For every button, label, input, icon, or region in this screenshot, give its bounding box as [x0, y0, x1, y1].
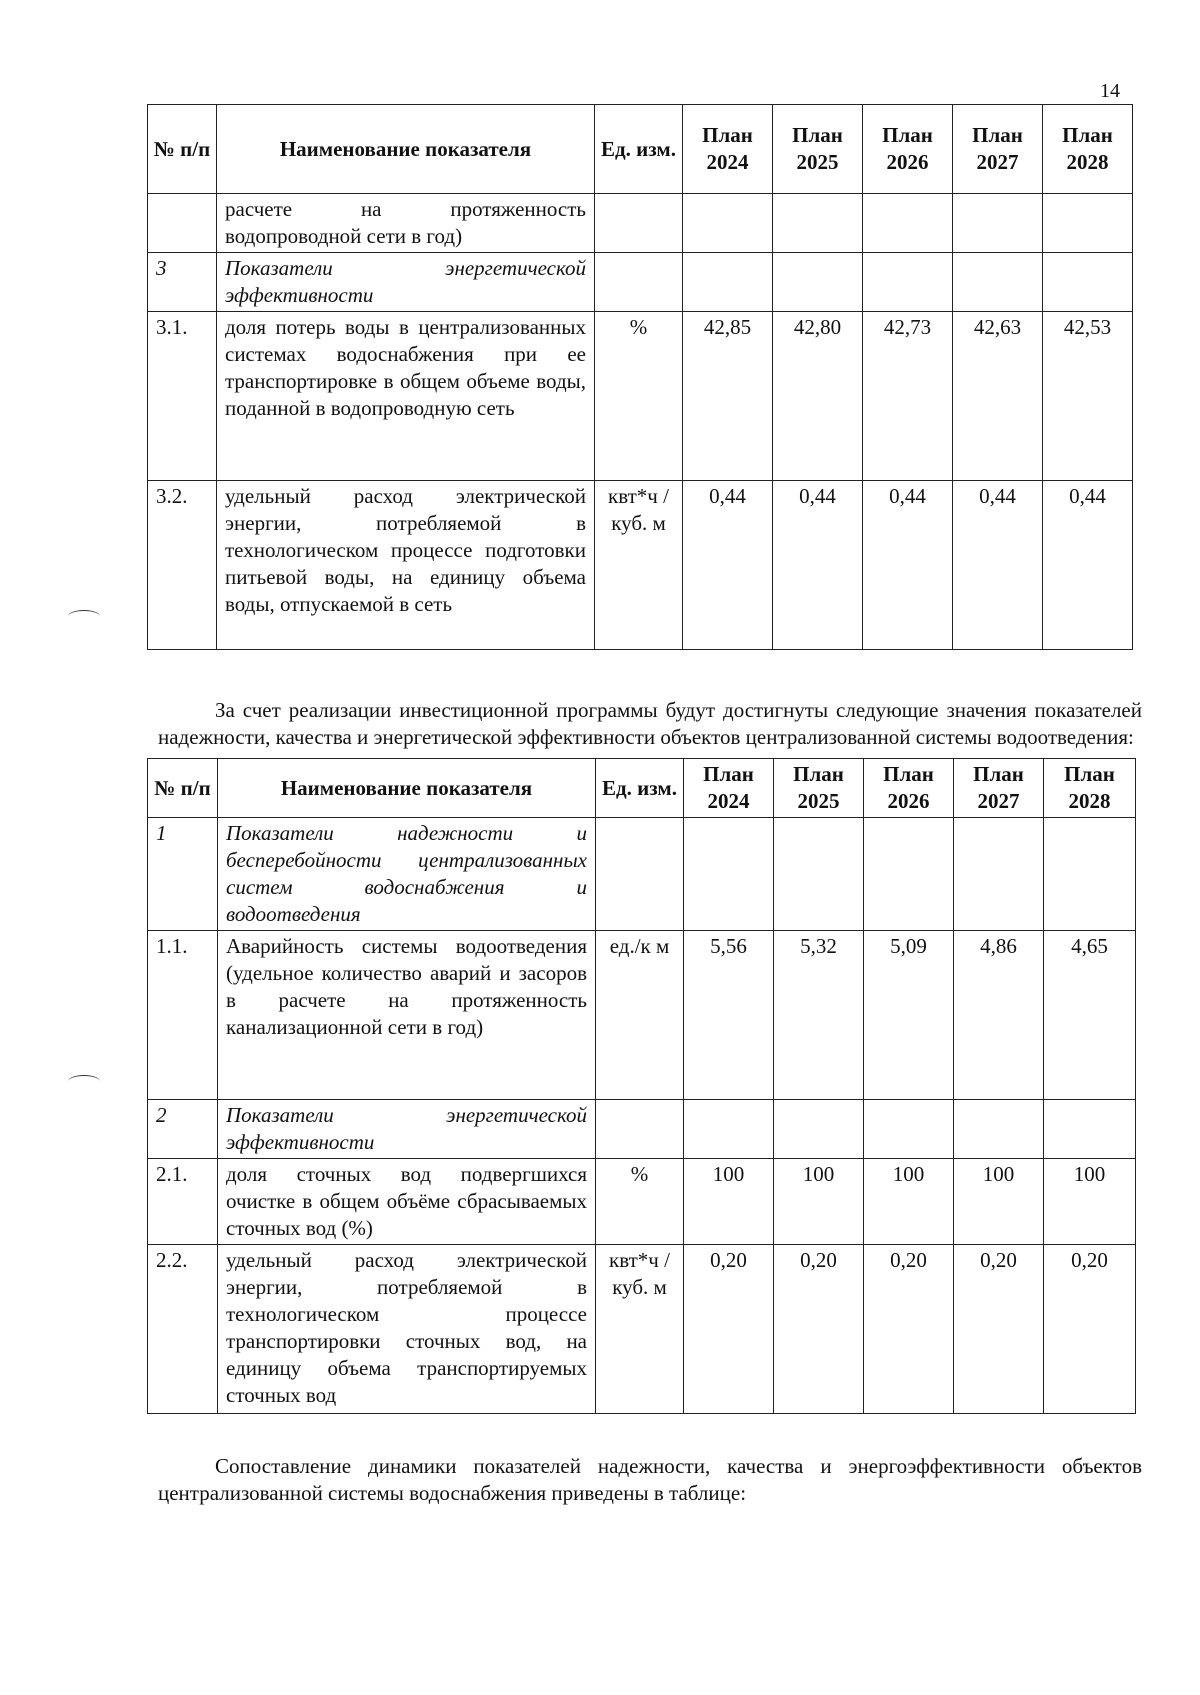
row-unit [595, 253, 683, 312]
paragraph-comparison: Сопоставление динамики показателей надежности, качества и энергоэффективности объектов централизованной системы водоснабжения приведены в таблице: [158, 1454, 1142, 1505]
header-plan-2026: План 2026 [864, 759, 954, 818]
row-value [773, 194, 863, 253]
row-value [683, 194, 773, 253]
row-value: 100 [954, 1159, 1044, 1245]
row-value [774, 1100, 864, 1159]
header-num: № п/п [148, 105, 217, 194]
row-name: доля сточных вод подвергшихся очистке в общем объёме сбрасываемых сточных вод (%) [218, 1159, 596, 1245]
row-value [954, 818, 1044, 931]
wastewater-indicators-table [147, 758, 1136, 1414]
header-plan-2024: План 2024 [683, 105, 773, 194]
row-value: 5,56 [684, 931, 774, 1100]
row-value: 42,63 [953, 312, 1043, 481]
row-value: 100 [864, 1159, 954, 1245]
table-row [148, 1245, 1136, 1414]
table-row [148, 1159, 1136, 1245]
header-num: № п/п [148, 759, 218, 818]
row-unit [596, 818, 684, 931]
header-plan-2024: План 2024 [684, 759, 774, 818]
table-row [148, 253, 1133, 312]
row-value: 4,65 [1044, 931, 1136, 1100]
table-row [148, 312, 1133, 481]
row-num: 2.1. [148, 1159, 218, 1245]
row-value [683, 253, 773, 312]
table-row [148, 818, 1136, 931]
table-row [148, 194, 1133, 253]
row-value: 42,85 [683, 312, 773, 481]
header-plan-2028: План 2028 [1043, 105, 1133, 194]
header-plan-2027: План 2027 [953, 105, 1043, 194]
header-unit: Ед. изм. [596, 759, 684, 818]
row-value [864, 818, 954, 931]
row-value: 0,44 [773, 481, 863, 650]
row-value [1043, 194, 1133, 253]
row-value [684, 1100, 774, 1159]
row-num [148, 194, 217, 253]
row-value: 0,44 [953, 481, 1043, 650]
row-value: 5,32 [774, 931, 864, 1100]
header-name: Наименование показателя [218, 759, 596, 818]
table-header-row [148, 105, 1133, 194]
row-name: удельный расход электрической энергии, потребляемой в технологическом процессе транспортировки сточных вод, на единицу объема транспортируемых сточных вод [218, 1245, 596, 1414]
row-value [863, 253, 953, 312]
header-unit: Ед. изм. [595, 105, 683, 194]
row-value [864, 1100, 954, 1159]
header-plan-2027: План 2027 [954, 759, 1044, 818]
row-value: 0,44 [683, 481, 773, 650]
row-value [1043, 253, 1133, 312]
row-unit: % [596, 1159, 684, 1245]
row-unit: квт*ч /куб. м [595, 481, 683, 650]
row-unit [595, 194, 683, 253]
table-row [148, 481, 1133, 650]
row-value: 5,09 [864, 931, 954, 1100]
row-unit [596, 1100, 684, 1159]
row-value: 0,20 [774, 1245, 864, 1414]
row-value [863, 194, 953, 253]
table-row [148, 1100, 1136, 1159]
row-value: 0,44 [863, 481, 953, 650]
row-value: 42,80 [773, 312, 863, 481]
row-value: 100 [774, 1159, 864, 1245]
margin-mark [68, 610, 100, 623]
row-value: 0,20 [1044, 1245, 1136, 1414]
row-num: 2 [148, 1100, 218, 1159]
row-name: доля потерь воды в централизованных системах водоснабжения при ее транспортировке в общем объеме воды, поданной в водопроводную сеть [217, 312, 595, 481]
row-value: 0,20 [684, 1245, 774, 1414]
row-value [954, 1100, 1044, 1159]
row-name: расчете на протяженность водопроводной сети в год) [217, 194, 595, 253]
header-plan-2025: План 2025 [774, 759, 864, 818]
row-num: 3.2. [148, 481, 217, 650]
row-value [1044, 1100, 1136, 1159]
row-num: 3.1. [148, 312, 217, 481]
row-value: 0,20 [864, 1245, 954, 1414]
row-unit: ед./к м [596, 931, 684, 1100]
water-supply-indicators-table [147, 104, 1133, 650]
row-name: Показатели надежности и бесперебойности централизованных систем водоснабжения и водоотведения [218, 818, 596, 931]
row-num: 1.1. [148, 931, 218, 1100]
row-value: 42,73 [863, 312, 953, 481]
header-plan-2025: План 2025 [773, 105, 863, 194]
row-value [953, 194, 1043, 253]
paragraph-intro: За счет реализации инвестиционной программы будут достигнуты следующие значения показателей надежности, качества и энергетической эффективности объектов централизованной системы водоотведения: [158, 698, 1142, 749]
row-name: удельный расход электрической энергии, потребляемой в технологическом процессе подготовки питьевой воды, на единицу объема воды, отпускаемой в сеть [217, 481, 595, 650]
row-value: 100 [1044, 1159, 1136, 1245]
row-num: 2.2. [148, 1245, 218, 1414]
row-value [953, 253, 1043, 312]
row-value [773, 253, 863, 312]
header-plan-2026: План 2026 [863, 105, 953, 194]
row-name: Показатели энергетической эффективности [218, 1100, 596, 1159]
table-header-row [148, 759, 1136, 818]
header-plan-2028: План 2028 [1044, 759, 1136, 818]
row-name: Показатели энергетической эффективности [217, 253, 595, 312]
row-value [684, 818, 774, 931]
margin-mark [68, 1075, 100, 1088]
row-value [774, 818, 864, 931]
header-name: Наименование показателя [217, 105, 595, 194]
row-value: 0,20 [954, 1245, 1044, 1414]
row-num: 3 [148, 253, 217, 312]
table-row [148, 931, 1136, 1100]
row-name: Аварийность системы водоотведения (удельное количество аварий и засоров в расчете на протяженность канализационной сети в год) [218, 931, 596, 1100]
page-number: 14 [1100, 80, 1120, 102]
row-value: 42,53 [1043, 312, 1133, 481]
row-unit: квт*ч /куб. м [596, 1245, 684, 1414]
row-unit: % [595, 312, 683, 481]
row-value: 100 [684, 1159, 774, 1245]
row-value [1044, 818, 1136, 931]
row-num: 1 [148, 818, 218, 931]
row-value: 4,86 [954, 931, 1044, 1100]
row-value: 0,44 [1043, 481, 1133, 650]
